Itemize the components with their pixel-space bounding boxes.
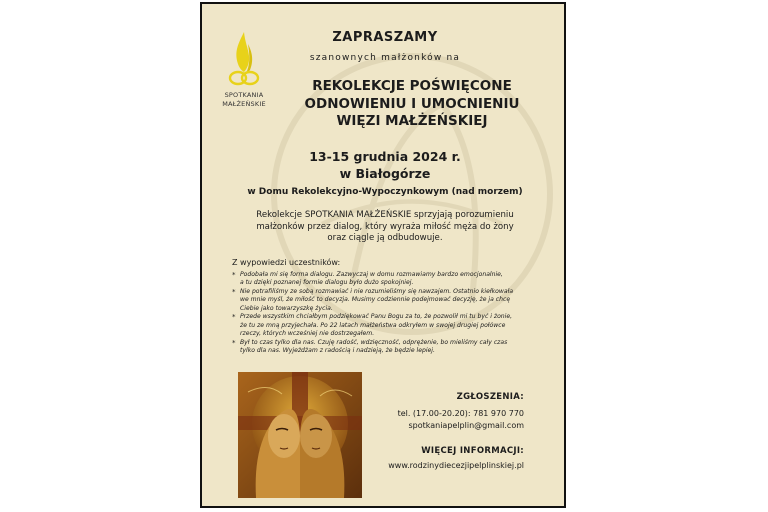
description-line: Rekolekcje SPOTKANIA MAŁŻEŃSKIE sprzyjają porozumieniu (256, 210, 514, 220)
testimonial-line: we mnie myśl, że miłość to decyzja. Musimy codziennie podejmować decyzję, że ja chcę (240, 296, 511, 304)
testimonial-line: tylko dla nas. Wyjeżdżam z radością i nadzieją, że będzie lepiej. (240, 347, 435, 355)
testimonial-line: Nie potrafiliśmy ze sobą rozmawiać i nie rozumieliśmy się nawzajem. Ostatnio kiełkowała (240, 288, 514, 296)
phone-number[interactable]: tel. (17.00-20.20): 781 970 770 (397, 409, 524, 418)
testimonial-line: Był to czas tylko dla nas. Czuję radość, wdzięczność, odprężenie, bo mieliśmy cały czas (240, 338, 508, 346)
email-address[interactable]: spotkaniapelplin@gmail.com (408, 421, 524, 430)
logo-text-line2: MAŁŻEŃSKIE (222, 100, 266, 108)
bullet-star-icon: * (232, 313, 236, 322)
testimonial-line: a tu dzięki poznanej formie dialogu było dużo spokojniej. (240, 279, 414, 287)
couple-icon-painting (238, 372, 362, 498)
testimonial-item (232, 339, 547, 356)
description-line: małżonków przez dialog, który wyraża miłość męża do żony (256, 221, 514, 232)
retreat-heading (262, 78, 562, 131)
bullet-star-icon: * (232, 271, 236, 279)
retreat-heading-line: REKOLEKCJE POŚWIĘCONE (312, 78, 512, 94)
registration-label: ZGŁOSZENIA: (456, 392, 524, 402)
bullet-star-icon: * (232, 288, 236, 297)
event-venue: w Domu Rekolekcyjno-Wypoczynkowym (nad morzem) (247, 187, 523, 197)
event-place: w Białogórze (339, 166, 431, 181)
logo-text-line1: SPOTKANIA (224, 91, 264, 99)
testimonial-line: Ciebie jako towarzyszkę życia. (240, 304, 333, 312)
retreat-heading-line: ODNOWIENIU I UMOCNIENIU (304, 95, 520, 112)
testimonial-line: że tu ze mną przyjechała. Po 22 latach małżeństwa odkryłem w swojej drugiej połówce (240, 321, 506, 329)
invite-subtitle: szanownych małżonków na (309, 53, 461, 63)
website-link[interactable]: www.rodzinydiecezjipelplinskiej.pl (388, 461, 524, 470)
testimonial-line: rzeczy, których wcześniej nie dostrzegałem. (240, 330, 375, 338)
contact-section (354, 392, 524, 472)
testimonials-heading: Z wypowiedzi uczestników: (232, 258, 341, 267)
event-poster (200, 2, 566, 508)
invite-title: ZAPRASZAMY (332, 30, 438, 45)
bullet-star-icon: * (232, 338, 236, 347)
event-description (202, 210, 566, 245)
more-info-label: WIĘCEJ INFORMACJI: (421, 446, 524, 456)
event-date: 13-15 grudnia 2024 r. (309, 149, 461, 164)
testimonials-section (232, 258, 547, 356)
testimonial-item (232, 288, 547, 313)
testimonial-item (232, 313, 547, 338)
testimonial-item (232, 271, 547, 288)
testimonial-line: Przede wszystkim chciałbym podziękować Panu Bogu za to, że pozwolił mi tu być i żonie, (240, 313, 513, 321)
retreat-heading-line: WIĘZI MAŁŻEŃSKIEJ (336, 113, 488, 129)
description-line: oraz ciągle ją odbudowuje. (327, 233, 443, 243)
testimonial-line: Podobała mi się forma dialogu. Zazwyczaj w domu rozmawiamy bardzo emocjonalnie, (240, 271, 503, 278)
event-date-place (202, 148, 566, 182)
